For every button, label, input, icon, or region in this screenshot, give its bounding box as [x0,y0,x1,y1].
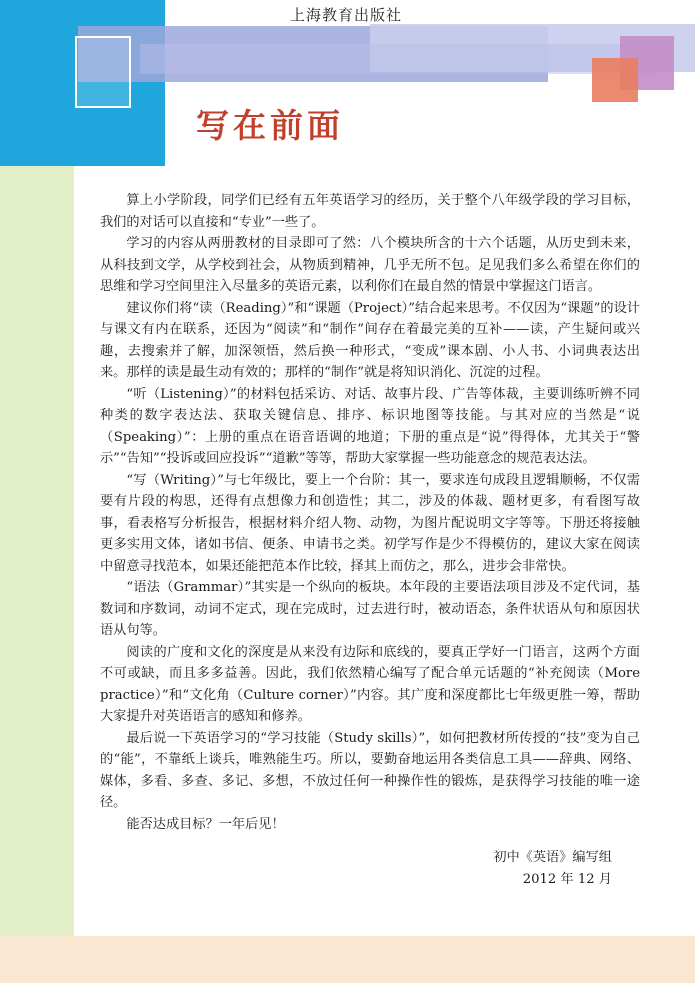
paragraph: “写（Writing）”与七年级比，要上一个台阶：其一，要求连句成段且逻辑顺畅，不仅需要有片段的构思，还得有点想像力和创造性；其二，涉及的体裁、题材更多，有看图写故事，看表格写分析报告，根据材料介绍人物、动物，为图片配说明文字等等。下册还将接触更多实用文体，诸如书信、便条、申请书之类。初学写作是少不得模仿的，建议大家在阅读中留意寻找范本，如果还能把范本作比较，择其上而仿之，那么，进步会非常快。 [100,472,640,574]
signature-group: 初中《英语》编写组 [493,850,612,865]
decor-header-overlay [140,44,660,74]
signature-block [493,847,612,890]
paragraph: “语法（Grammar）”其实是一个纵向的板块。本年段的主要语法项目涉及不定代词，基数词和序数词，动词不定式，现在完成时，过去进行时，被动语态，条件状语从句和原因状语从句等。 [100,580,640,638]
paragraph: 建议你们将“读（Reading）”和“课题（Project）”结合起来思考。不仅因为“课题”的设计与课文有内在联系，还因为“阅读”和“制作”间存在着最完美的互补——读，产生疑问或兴趣，去搜索并了解，加深领悟，然后换一种形式，“变成”课本剧、小人书、小词典表达出来。那样的读是最生动有效的；那样的“制作”就是将知识消化、沉淀的过程。 [100,300,640,380]
paragraph: 能否达成目标？一年后见！ [126,816,285,832]
paragraph: 算上小学阶段，同学们已经有五年英语学习的经历，关于整个八年级学段的学习目标，我们的对话可以直接和“专业”一些了。 [100,193,640,230]
page-title: 写在前面 [196,106,344,145]
decor-outline-square [75,36,131,108]
decor-left-green-band [0,166,74,983]
paragraph: 最后说一下英语学习的“学习技能（Study skills）”，如何把教材所传授的“技”变为自己的“能”，不靠纸上谈兵，唯熟能生巧。所以，要勤奋地运用各类信息工具——辞典、网络、媒体，多看、多查、多记、多想，不放过任何一种操作性的锻炼，是获得学习技能的唯一途径。 [100,730,640,810]
decor-bottom-band [0,936,695,983]
signature-date: 2012 年 12 月 [522,871,612,887]
paragraph: “听（Listening）”的材料包括采访、对话、故事片段、广告等体裁，主要训练听辨不同种类的数字表达法、获取关键信息、排序、标识地图等技能。与其对应的当然是“说（Speaking）”：上册的重点在语音语调的地道；下册的重点是“说”得得体，尤其关于“警示”“告知”“投诉或回应投诉”“道歉”等等，帮助大家掌握一些功能意念的规范表达法。 [100,386,640,466]
publisher-name: 上海教育出版社 [290,6,403,24]
paragraph: 学习的内容从两册教材的目录即可了然：八个模块所含的十六个话题，从历史到未来，从科技到文学，从学校到社会，从物质到精神，几乎无所不包。足见我们多么希望在你们的思维和学习空间里注入尽量多的英语元素，以利你们在最自然的情景中掌握这门语言。 [100,236,640,294]
preface-body [100,190,640,835]
decor-orange-square [592,58,638,102]
paragraph: 阅读的广度和文化的深度是从来没有边际和底线的，要真正学好一门语言，这两个方面不可或缺，而且多多益善。因此，我们依然精心编写了配合单元话题的“补充阅读（More practice）”和“文化角（Culture corner）”内容。其广度和深度都比七年级更胜一筹，帮助大家提升对英语语言的感知和修养。 [100,644,640,724]
